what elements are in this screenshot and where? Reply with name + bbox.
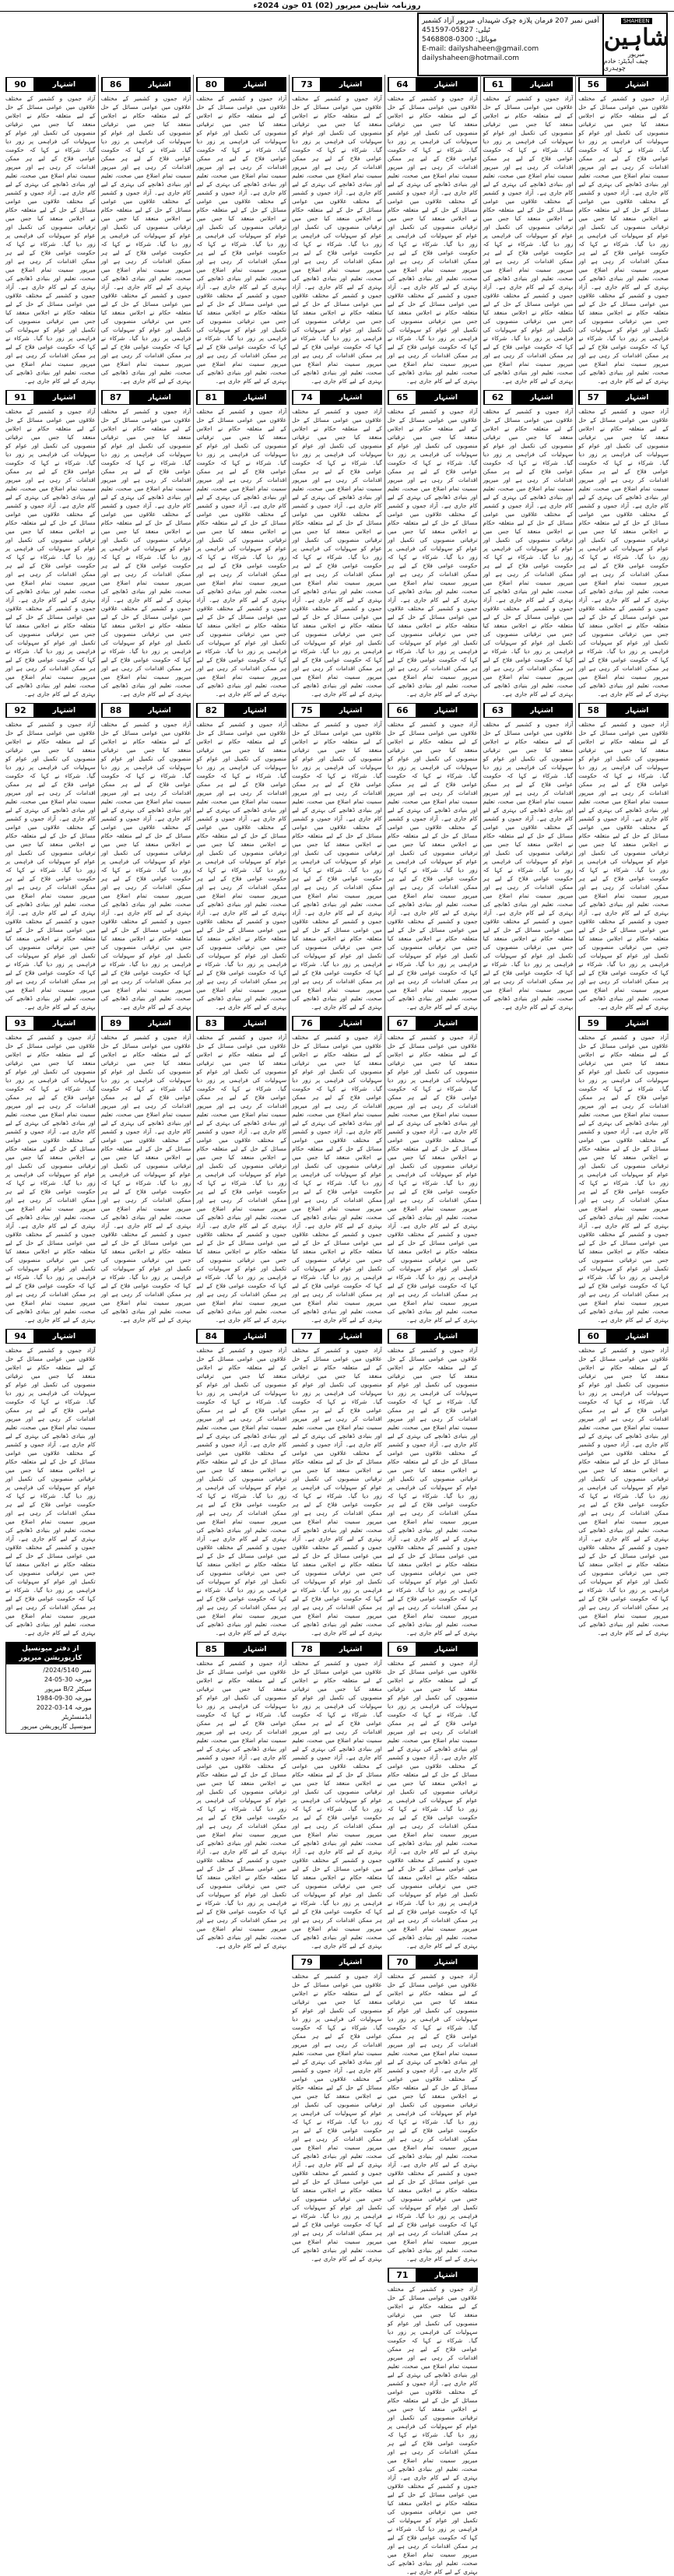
notice-number: 82 [197,704,224,717]
notice-number: 71 [388,2268,416,2282]
notice-item [5,390,96,698]
notice-item [388,1329,478,1637]
columns [3,75,671,2575]
notice-item [101,1016,191,1324]
notice-number: 67 [388,1017,416,1030]
notice-number-box [578,77,669,92]
notice-item [578,703,669,1011]
notice-item [292,77,382,385]
notice-number: 58 [579,704,606,717]
notice-number: 69 [388,1643,416,1656]
column-2 [480,75,576,1204]
notice-item [578,1329,669,1637]
notice-text: آزاد جموں و کشمیر کے مختلف علاقوں میں عوامی مسائل کے حل کے لیے متعلقہ حکام نے اجلاس منعقد کیا جس میں ترقیاتی منصوبوں کی تکمیل اور عوام کو سہولیات کی فراہمی پر زور دیا گیا۔ شرکاء نے کہا کہ حکومت عوامی فلاح کے لیے ہر ممکن اقدامات کر رہی ہے اور میرپور سمیت تمام اضلاع میں صحت، تعلیم اور بنیادی ڈھانچے کی بہتری کے لیے کام جاری ہے۔ آزاد جموں و کشمیر کے مختلف علاقوں میں عوامی مسائل کے حل کے لیے متعلقہ حکام نے اجلاس منعقد کیا جس میں ترقیاتی منصوبوں کی تکمیل اور عوام کو سہولیات کی فراہمی پر زور دیا گیا۔ شرکاء نے کہا کہ حکومت عوامی فلاح کے لیے ہر ممکن اقدامات کر رہی ہے اور میرپور سمیت تمام اضلاع میں صحت، تعلیم اور بنیادی ڈھانچے کی بہتری کے لیے کام جاری ہے۔ آزاد جموں و کشمیر کے مختلف علاقوں میں عوامی مسائل کے حل کے لیے متعلقہ حکام نے اجلاس منعقد کیا جس میں ترقیاتی منصوبوں کی تکمیل اور عوام کو سہولیات کی فراہمی پر زور دیا گیا۔ شرکاء نے کہا کہ حکومت عوامی فلاح کے لیے ہر ممکن اقدامات کر رہی ہے اور میرپور سمیت تمام اضلاع میں صحت، تعلیم اور بنیادی ڈھانچے کی بہتری کے لیے کام جاری ہے۔ [5,95,96,385]
notice-number-box [196,703,286,718]
notice-number-box [101,77,191,92]
notice-number: 87 [102,391,129,404]
notice-text: آزاد جموں و کشمیر کے مختلف علاقوں میں عوامی مسائل کے حل کے لیے متعلقہ حکام نے اجلاس منعقد کیا جس میں ترقیاتی منصوبوں کی تکمیل اور عوام کو سہولیات کی فراہمی پر زور دیا گیا۔ شرکاء نے کہا کہ حکومت عوامی فلاح کے لیے ہر ممکن اقدامات کر رہی ہے اور میرپور سمیت تمام اضلاع میں صحت، تعلیم اور بنیادی ڈھانچے کی بہتری کے لیے کام جاری ہے۔ آزاد جموں و کشمیر کے مختلف علاقوں میں عوامی مسائل کے حل کے لیے متعلقہ حکام نے اجلاس منعقد کیا جس میں ترقیاتی منصوبوں کی تکمیل اور عوام کو سہولیات کی فراہمی پر زور دیا گیا۔ شرکاء نے کہا کہ حکومت عوامی فلاح کے لیے ہر ممکن اقدامات کر رہی ہے اور میرپور سمیت تمام اضلاع میں صحت، تعلیم اور بنیادی ڈھانچے کی بہتری کے لیے کام جاری ہے۔ آزاد جموں و کشمیر کے مختلف علاقوں میں عوامی مسائل کے حل کے لیے متعلقہ حکام نے اجلاس منعقد کیا جس میں ترقیاتی منصوبوں کی تکمیل اور عوام کو سہولیات کی فراہمی پر زور دیا گیا۔ شرکاء نے کہا کہ حکومت عوامی فلاح کے لیے ہر ممکن اقدامات کر رہی ہے اور میرپور سمیت تمام اضلاع میں صحت، تعلیم اور بنیادی ڈھانچے کی بہتری کے لیے کام جاری ہے۔ [387,95,478,385]
notice-text: آزاد جموں و کشمیر کے مختلف علاقوں میں عوامی مسائل کے حل کے لیے متعلقہ حکام نے اجلاس منعقد کیا جس میں ترقیاتی منصوبوں کی تکمیل اور عوام کو سہولیات کی فراہمی پر زور دیا گیا۔ شرکاء نے کہا کہ حکومت عوامی فلاح کے لیے ہر ممکن اقدامات کر رہی ہے اور میرپور سمیت تمام اضلاع میں صحت، تعلیم اور بنیادی ڈھانچے کی بہتری کے لیے کام جاری ہے۔ آزاد جموں و کشمیر کے مختلف علاقوں میں عوامی مسائل کے حل کے لیے متعلقہ حکام نے اجلاس منعقد کیا جس میں ترقیاتی منصوبوں کی تکمیل اور عوام کو سہولیات کی فراہمی پر زور دیا گیا۔ شرکاء نے کہا کہ حکومت عوامی فلاح کے لیے ہر ممکن اقدامات کر رہی ہے اور میرپور سمیت تمام اضلاع میں صحت، تعلیم اور بنیادی ڈھانچے کی بہتری کے لیے کام جاری ہے۔ آزاد جموں و کشمیر کے مختلف علاقوں میں عوامی مسائل کے حل کے لیے متعلقہ حکام نے اجلاس منعقد کیا جس میں ترقیاتی منصوبوں کی تکمیل اور عوام کو سہولیات کی فراہمی پر زور دیا گیا۔ شرکاء نے کہا کہ حکومت عوامی فلاح کے لیے ہر ممکن اقدامات کر رہی ہے اور میرپور سمیت تمام اضلاع میں صحت، تعلیم اور بنیادی ڈھانچے کی بہتری کے لیے کام جاری ہے۔ [292,408,382,698]
notice-number: 75 [293,704,320,717]
notice-tag: اشتہار [606,78,668,91]
notice-tag: اشتہار [416,391,477,404]
column-6 [98,75,194,1323]
newspaper-logo [603,14,669,75]
notice-number: 94 [6,1330,33,1343]
notice-number-box [196,390,286,405]
notice-number: 83 [197,1017,224,1030]
notice-text: آزاد جموں و کشمیر کے مختلف علاقوں میں عوامی مسائل کے حل کے لیے متعلقہ حکام نے اجلاس منعقد کیا جس میں ترقیاتی منصوبوں کی تکمیل اور عوام کو سہولیات کی فراہمی پر زور دیا گیا۔ شرکاء نے کہا کہ حکومت عوامی فلاح کے لیے ہر ممکن اقدامات کر رہی ہے اور میرپور سمیت تمام اضلاع میں صحت، تعلیم اور بنیادی ڈھانچے کی بہتری کے لیے کام جاری ہے۔ آزاد جموں و کشمیر کے مختلف علاقوں میں عوامی مسائل کے حل کے لیے متعلقہ حکام نے اجلاس منعقد کیا جس میں ترقیاتی منصوبوں کی تکمیل اور عوام کو سہولیات کی فراہمی پر زور دیا گیا۔ شرکاء نے کہا کہ حکومت عوامی فلاح کے لیے ہر ممکن اقدامات کر رہی ہے اور میرپور سمیت تمام اضلاع میں صحت، تعلیم اور بنیادی ڈھانچے کی بہتری کے لیے کام جاری ہے۔ آزاد جموں و کشمیر کے مختلف علاقوں میں عوامی مسائل کے حل کے لیے متعلقہ حکام نے اجلاس منعقد کیا جس میں ترقیاتی منصوبوں کی تکمیل اور عوام کو سہولیات کی فراہمی پر زور دیا گیا۔ شرکاء نے کہا کہ حکومت عوامی فلاح کے لیے ہر ممکن اقدامات کر رہی ہے اور میرپور سمیت تمام اضلاع میں صحت، تعلیم اور بنیادی ڈھانچے کی بہتری کے لیے کام جاری ہے۔ [196,95,287,385]
notice-text: آزاد جموں و کشمیر کے مختلف علاقوں میں عوامی مسائل کے حل کے لیے متعلقہ حکام نے اجلاس منعقد کیا جس میں ترقیاتی منصوبوں کی تکمیل اور عوام کو سہولیات کی فراہمی پر زور دیا گیا۔ شرکاء نے کہا کہ حکومت عوامی فلاح کے لیے ہر ممکن اقدامات کر رہی ہے اور میرپور سمیت تمام اضلاع میں صحت، تعلیم اور بنیادی ڈھانچے کی بہتری کے لیے کام جاری ہے۔ آزاد جموں و کشمیر کے مختلف علاقوں میں عوامی مسائل کے حل کے لیے متعلقہ حکام نے اجلاس منعقد کیا جس میں ترقیاتی منصوبوں کی تکمیل اور عوام کو سہولیات کی فراہمی پر زور دیا گیا۔ شرکاء نے کہا کہ حکومت عوامی فلاح کے لیے ہر ممکن اقدامات کر رہی ہے اور میرپور سمیت تمام اضلاع میں صحت، تعلیم اور بنیادی ڈھانچے کی بہتری کے لیے کام جاری ہے۔ آزاد جموں و کشمیر کے مختلف علاقوں میں عوامی مسائل کے حل کے لیے متعلقہ حکام نے اجلاس منعقد کیا جس میں ترقیاتی منصوبوں کی تکمیل اور عوام کو سہولیات کی فراہمی پر زور دیا گیا۔ شرکاء نے کہا کہ حکومت عوامی فلاح کے لیے ہر ممکن اقدامات کر رہی ہے اور میرپور سمیت تمام اضلاع میں صحت، تعلیم اور بنیادی ڈھانچے کی بہتری کے لیے کام جاری ہے۔ [5,408,96,698]
notice-text: آزاد جموں و کشمیر کے مختلف علاقوں میں عوامی مسائل کے حل کے لیے متعلقہ حکام نے اجلاس منعقد کیا جس میں ترقیاتی منصوبوں کی تکمیل اور عوام کو سہولیات کی فراہمی پر زور دیا گیا۔ شرکاء نے کہا کہ حکومت عوامی فلاح کے لیے ہر ممکن اقدامات کر رہی ہے اور میرپور سمیت تمام اضلاع میں صحت، تعلیم اور بنیادی ڈھانچے کی بہتری کے لیے کام جاری ہے۔ آزاد جموں و کشمیر کے مختلف علاقوں میں عوامی مسائل کے حل کے لیے متعلقہ حکام نے اجلاس منعقد کیا جس میں ترقیاتی منصوبوں کی تکمیل اور عوام کو سہولیات کی فراہمی پر زور دیا گیا۔ شرکاء نے کہا کہ حکومت عوامی فلاح کے لیے ہر ممکن اقدامات کر رہی ہے اور میرپور سمیت تمام اضلاع میں صحت، تعلیم اور بنیادی ڈھانچے کی بہتری کے لیے کام جاری ہے۔ آزاد جموں و کشمیر کے مختلف علاقوں میں عوامی مسائل کے حل کے لیے متعلقہ حکام نے اجلاس منعقد کیا جس میں ترقیاتی منصوبوں کی تکمیل اور عوام کو سہولیات کی فراہمی پر زور دیا گیا۔ شرکاء نے کہا کہ حکومت عوامی فلاح کے لیے ہر ممکن اقدامات کر رہی ہے اور میرپور سمیت تمام اضلاع میں صحت، تعلیم اور بنیادی ڈھانچے کی بہتری کے لیے کام جاری ہے۔ [578,1347,669,1636]
notice-item [388,703,478,1011]
notice-tag: اشتہار [129,704,191,717]
logo-title: شاہین [603,23,669,51]
notice-item [483,703,574,1011]
notice-number-box [388,1016,478,1031]
notice-tag: اشتہار [33,78,95,91]
notice-tag: اشتہار [224,1643,286,1656]
notice-text: آزاد جموں و کشمیر کے مختلف علاقوں میں عوامی مسائل کے حل کے لیے متعلقہ حکام نے اجلاس منعقد کیا جس میں ترقیاتی منصوبوں کی تکمیل اور عوام کو سہولیات کی فراہمی پر زور دیا گیا۔ شرکاء نے کہا کہ حکومت عوامی فلاح کے لیے ہر ممکن اقدامات کر رہی ہے اور میرپور سمیت تمام اضلاع میں صحت، تعلیم اور بنیادی ڈھانچے کی بہتری کے لیے کام جاری ہے۔ آزاد جموں و کشمیر کے مختلف علاقوں میں عوامی مسائل کے حل کے لیے متعلقہ حکام نے اجلاس منعقد کیا جس میں ترقیاتی منصوبوں کی تکمیل اور عوام کو سہولیات کی فراہمی پر زور دیا گیا۔ شرکاء نے کہا کہ حکومت عوامی فلاح کے لیے ہر ممکن اقدامات کر رہی ہے اور میرپور سمیت تمام اضلاع میں صحت، تعلیم اور بنیادی ڈھانچے کی بہتری کے لیے کام جاری ہے۔ آزاد جموں و کشمیر کے مختلف علاقوں میں عوامی مسائل کے حل کے لیے متعلقہ حکام نے اجلاس منعقد کیا جس میں ترقیاتی منصوبوں کی تکمیل اور عوام کو سہولیات کی فراہمی پر زور دیا گیا۔ شرکاء نے کہا کہ حکومت عوامی فلاح کے لیے ہر ممکن اقدامات کر رہی ہے اور میرپور سمیت تمام اضلاع میں صحت، تعلیم اور بنیادی ڈھانچے کی بہتری کے لیے کام جاری ہے۔ [196,721,287,1010]
notice-number-box [388,2268,478,2283]
notice-text: آزاد جموں و کشمیر کے مختلف علاقوں میں عوامی مسائل کے حل کے لیے متعلقہ حکام نے اجلاس منعقد کیا جس میں ترقیاتی منصوبوں کی تکمیل اور عوام کو سہولیات کی فراہمی پر زور دیا گیا۔ شرکاء نے کہا کہ حکومت عوامی فلاح کے لیے ہر ممکن اقدامات کر رہی ہے اور میرپور سمیت تمام اضلاع میں صحت، تعلیم اور بنیادی ڈھانچے کی بہتری کے لیے کام جاری ہے۔ آزاد جموں و کشمیر کے مختلف علاقوں میں عوامی مسائل کے حل کے لیے متعلقہ حکام نے اجلاس منعقد کیا جس میں ترقیاتی منصوبوں کی تکمیل اور عوام کو سہولیات کی فراہمی پر زور دیا گیا۔ شرکاء نے کہا کہ حکومت عوامی فلاح کے لیے ہر ممکن اقدامات کر رہی ہے اور میرپور سمیت تمام اضلاع میں صحت، تعلیم اور بنیادی ڈھانچے کی بہتری کے لیے کام جاری ہے۔ آزاد جموں و کشمیر کے مختلف علاقوں میں عوامی مسائل کے حل کے لیے متعلقہ حکام نے اجلاس منعقد کیا جس میں ترقیاتی منصوبوں کی تکمیل اور عوام کو سہولیات کی فراہمی پر زور دیا گیا۔ شرکاء نے کہا کہ حکومت عوامی فلاح کے لیے ہر ممکن اقدامات کر رہی ہے اور میرپور سمیت تمام اضلاع میں صحت، تعلیم اور بنیادی ڈھانچے کی بہتری کے لیے کام جاری ہے۔ [100,721,191,1010]
notice-number: 85 [197,1643,224,1656]
notice-tag: اشتہار [320,1330,381,1343]
notice-text: آزاد جموں و کشمیر کے مختلف علاقوں میں عوامی مسائل کے حل کے لیے متعلقہ حکام نے اجلاس منعقد کیا جس میں ترقیاتی منصوبوں کی تکمیل اور عوام کو سہولیات کی فراہمی پر زور دیا گیا۔ شرکاء نے کہا کہ حکومت عوامی فلاح کے لیے ہر ممکن اقدامات کر رہی ہے اور میرپور سمیت تمام اضلاع میں صحت، تعلیم اور بنیادی ڈھانچے کی بہتری کے لیے کام جاری ہے۔ آزاد جموں و کشمیر کے مختلف علاقوں میں عوامی مسائل کے حل کے لیے متعلقہ حکام نے اجلاس منعقد کیا جس میں ترقیاتی منصوبوں کی تکمیل اور عوام کو سہولیات کی فراہمی پر زور دیا گیا۔ شرکاء نے کہا کہ حکومت عوامی فلاح کے لیے ہر ممکن اقدامات کر رہی ہے اور میرپور سمیت تمام اضلاع میں صحت، تعلیم اور بنیادی ڈھانچے کی بہتری کے لیے کام جاری ہے۔ آزاد جموں و کشمیر کے مختلف علاقوں میں عوامی مسائل کے حل کے لیے متعلقہ حکام نے اجلاس منعقد کیا جس میں ترقیاتی منصوبوں کی تکمیل اور عوام کو سہولیات کی فراہمی پر زور دیا گیا۔ شرکاء نے کہا کہ حکومت عوامی فلاح کے لیے ہر ممکن اقدامات کر رہی ہے اور میرپور سمیت تمام اضلاع میں صحت، تعلیم اور بنیادی ڈھانچے کی بہتری کے لیے کام جاری ہے۔ [100,1034,191,1323]
mobile-label: موبائل: [476,36,497,44]
notice-tag: اشتہار [511,78,573,91]
notice-tag: اشتہار [320,78,381,91]
notice-number-box [5,390,96,405]
email-secondary: dailyshaheen@hotmail.com [422,54,520,62]
notice-tag: اشتہار [129,391,191,404]
notice-item [292,1329,382,1637]
masthead [417,12,668,76]
notice-tag: اشتہار [606,1017,668,1030]
notice-tag: اشتہار [33,391,95,404]
municipal-notice [5,1642,96,1734]
notice-number: 61 [484,78,511,91]
notice-number-box [388,1642,478,1657]
notice-tag: اشتہار [320,1643,381,1656]
notice-number-box [5,1329,96,1344]
notice-tag: اشتہار [511,704,573,717]
notice-item [483,77,574,385]
notice-item [5,1016,96,1324]
notice-tag: اشتہار [416,2268,477,2282]
notice-tag: اشتہار [320,391,381,404]
phone-number: 05827-451597 [422,26,474,34]
notice-number: 92 [6,704,33,717]
notice-tag: اشتہار [33,1017,95,1030]
notice-text: آزاد جموں و کشمیر کے مختلف علاقوں میں عوامی مسائل کے حل کے لیے متعلقہ حکام نے اجلاس منعقد کیا جس میں ترقیاتی منصوبوں کی تکمیل اور عوام کو سہولیات کی فراہمی پر زور دیا گیا۔ شرکاء نے کہا کہ حکومت عوامی فلاح کے لیے ہر ممکن اقدامات کر رہی ہے اور میرپور سمیت تمام اضلاع میں صحت، تعلیم اور بنیادی ڈھانچے کی بہتری کے لیے کام جاری ہے۔ آزاد جموں و کشمیر کے مختلف علاقوں میں عوامی مسائل کے حل کے لیے متعلقہ حکام نے اجلاس منعقد کیا جس میں ترقیاتی منصوبوں کی تکمیل اور عوام کو سہولیات کی فراہمی پر زور دیا گیا۔ شرکاء نے کہا کہ حکومت عوامی فلاح کے لیے ہر ممکن اقدامات کر رہی ہے اور میرپور سمیت تمام اضلاع میں صحت، تعلیم اور بنیادی ڈھانچے کی بہتری کے لیے کام جاری ہے۔ آزاد جموں و کشمیر کے مختلف علاقوں میں عوامی مسائل کے حل کے لیے متعلقہ حکام نے اجلاس منعقد کیا جس میں ترقیاتی منصوبوں کی تکمیل اور عوام کو سہولیات کی فراہمی پر زور دیا گیا۔ شرکاء نے کہا کہ حکومت عوامی فلاح کے لیے ہر ممکن اقدامات کر رہی ہے اور میرپور سمیت تمام اضلاع میں صحت، تعلیم اور بنیادی ڈھانچے کی بہتری کے لیے کام جاری ہے۔ [100,95,191,385]
notice-tag: اشتہار [224,1017,286,1030]
column-5 [193,75,289,1949]
column-7 [3,75,98,1730]
notice-number: 81 [197,391,224,404]
notice-number-box [196,77,286,92]
notice-number: 74 [293,391,320,404]
notice-number-box [578,1329,669,1344]
notice-tag: اشتہار [320,704,381,717]
notice-tag: اشتہار [606,1330,668,1343]
column-1 [575,75,671,1636]
notice-tag: اشتہار [511,391,573,404]
notice-number: 93 [6,1017,33,1030]
chief-editor: چیف ایڈیٹر: خادم چوہدری [603,57,648,72]
email-primary: dailyshaheen@gmail.com [448,45,539,53]
notice-number-box [5,1016,96,1031]
notice-number: 66 [388,704,416,717]
notice-text: آزاد جموں و کشمیر کے مختلف علاقوں میں عوامی مسائل کے حل کے لیے متعلقہ حکام نے اجلاس منعقد کیا جس میں ترقیاتی منصوبوں کی تکمیل اور عوام کو سہولیات کی فراہمی پر زور دیا گیا۔ شرکاء نے کہا کہ حکومت عوامی فلاح کے لیے ہر ممکن اقدامات کر رہی ہے اور میرپور سمیت تمام اضلاع میں صحت، تعلیم اور بنیادی ڈھانچے کی بہتری کے لیے کام جاری ہے۔ آزاد جموں و کشمیر کے مختلف علاقوں میں عوامی مسائل کے حل کے لیے متعلقہ حکام نے اجلاس منعقد کیا جس میں ترقیاتی منصوبوں کی تکمیل اور عوام کو سہولیات کی فراہمی پر زور دیا گیا۔ شرکاء نے کہا کہ حکومت عوامی فلاح کے لیے ہر ممکن اقدامات کر رہی ہے اور میرپور سمیت تمام اضلاع میں صحت، تعلیم اور بنیادی ڈھانچے کی بہتری کے لیے کام جاری ہے۔ آزاد جموں و کشمیر کے مختلف علاقوں میں عوامی مسائل کے حل کے لیے متعلقہ حکام نے اجلاس منعقد کیا جس میں ترقیاتی منصوبوں کی تکمیل اور عوام کو سہولیات کی فراہمی پر زور دیا گیا۔ شرکاء نے کہا کہ حکومت عوامی فلاح کے لیے ہر ممکن اقدامات کر رہی ہے اور میرپور سمیت تمام اضلاع میں صحت، تعلیم اور بنیادی ڈھانچے کی بہتری کے لیے کام جاری ہے۔ [5,1034,96,1323]
notice-number: 57 [579,391,606,404]
notice-number-box [101,390,191,405]
notice-item [196,77,286,385]
notice-item [578,390,669,698]
notice-text: آزاد جموں و کشمیر کے مختلف علاقوں میں عوامی مسائل کے حل کے لیے متعلقہ حکام نے اجلاس منعقد کیا جس میں ترقیاتی منصوبوں کی تکمیل اور عوام کو سہولیات کی فراہمی پر زور دیا گیا۔ شرکاء نے کہا کہ حکومت عوامی فلاح کے لیے ہر ممکن اقدامات کر رہی ہے اور میرپور سمیت تمام اضلاع میں صحت، تعلیم اور بنیادی ڈھانچے کی بہتری کے لیے کام جاری ہے۔ آزاد جموں و کشمیر کے مختلف علاقوں میں عوامی مسائل کے حل کے لیے متعلقہ حکام نے اجلاس منعقد کیا جس میں ترقیاتی منصوبوں کی تکمیل اور عوام کو سہولیات کی فراہمی پر زور دیا گیا۔ شرکاء نے کہا کہ حکومت عوامی فلاح کے لیے ہر ممکن اقدامات کر رہی ہے اور میرپور سمیت تمام اضلاع میں صحت، تعلیم اور بنیادی ڈھانچے کی بہتری کے لیے کام جاری ہے۔ آزاد جموں و کشمیر کے مختلف علاقوں میں عوامی مسائل کے حل کے لیے متعلقہ حکام نے اجلاس منعقد کیا جس میں ترقیاتی منصوبوں کی تکمیل اور عوام کو سہولیات کی فراہمی پر زور دیا گیا۔ شرکاء نے کہا کہ حکومت عوامی فلاح کے لیے ہر ممکن اقدامات کر رہی ہے اور میرپور سمیت تمام اضلاع میں صحت، تعلیم اور بنیادی ڈھانچے کی بہتری کے لیے کام جاری ہے۔ [578,408,669,698]
notice-number-box [196,1016,286,1031]
notice-text: آزاد جموں و کشمیر کے مختلف علاقوں میں عوامی مسائل کے حل کے لیے متعلقہ حکام نے اجلاس منعقد کیا جس میں ترقیاتی منصوبوں کی تکمیل اور عوام کو سہولیات کی فراہمی پر زور دیا گیا۔ شرکاء نے کہا کہ حکومت عوامی فلاح کے لیے ہر ممکن اقدامات کر رہی ہے اور میرپور سمیت تمام اضلاع میں صحت، تعلیم اور بنیادی ڈھانچے کی بہتری کے لیے کام جاری ہے۔ آزاد جموں و کشمیر کے مختلف علاقوں میں عوامی مسائل کے حل کے لیے متعلقہ حکام نے اجلاس منعقد کیا جس میں ترقیاتی منصوبوں کی تکمیل اور عوام کو سہولیات کی فراہمی پر زور دیا گیا۔ شرکاء نے کہا کہ حکومت عوامی فلاح کے لیے ہر ممکن اقدامات کر رہی ہے اور میرپور سمیت تمام اضلاع میں صحت، تعلیم اور بنیادی ڈھانچے کی بہتری کے لیے کام جاری ہے۔ آزاد جموں و کشمیر کے مختلف علاقوں میں عوامی مسائل کے حل کے لیے متعلقہ حکام نے اجلاس منعقد کیا جس میں ترقیاتی منصوبوں کی تکمیل اور عوام کو سہولیات کی فراہمی پر زور دیا گیا۔ شرکاء نے کہا کہ حکومت عوامی فلاح کے لیے ہر ممکن اقدامات کر رہی ہے اور میرپور سمیت تمام اضلاع میں صحت، تعلیم اور بنیادی ڈھانچے کی بہتری کے لیے کام جاری ہے۔ [483,95,574,385]
notice-number: 90 [6,78,33,91]
notice-tag: اشتہار [606,704,668,717]
notice-number: 78 [293,1643,320,1656]
notice-item [196,390,286,698]
notice-number: 80 [197,78,224,91]
notice-text: آزاد جموں و کشمیر کے مختلف علاقوں میں عوامی مسائل کے حل کے لیے متعلقہ حکام نے اجلاس منعقد کیا جس میں ترقیاتی منصوبوں کی تکمیل اور عوام کو سہولیات کی فراہمی پر زور دیا گیا۔ شرکاء نے کہا کہ حکومت عوامی فلاح کے لیے ہر ممکن اقدامات کر رہی ہے اور میرپور سمیت تمام اضلاع میں صحت، تعلیم اور بنیادی ڈھانچے کی بہتری کے لیے کام جاری ہے۔ آزاد جموں و کشمیر کے مختلف علاقوں میں عوامی مسائل کے حل کے لیے متعلقہ حکام نے اجلاس منعقد کیا جس میں ترقیاتی منصوبوں کی تکمیل اور عوام کو سہولیات کی فراہمی پر زور دیا گیا۔ شرکاء نے کہا کہ حکومت عوامی فلاح کے لیے ہر ممکن اقدامات کر رہی ہے اور میرپور سمیت تمام اضلاع میں صحت، تعلیم اور بنیادی ڈھانچے کی بہتری کے لیے کام جاری ہے۔ آزاد جموں و کشمیر کے مختلف علاقوں میں عوامی مسائل کے حل کے لیے متعلقہ حکام نے اجلاس منعقد کیا جس میں ترقیاتی منصوبوں کی تکمیل اور عوام کو سہولیات کی فراہمی پر زور دیا گیا۔ شرکاء نے کہا کہ حکومت عوامی فلاح کے لیے ہر ممکن اقدامات کر رہی ہے اور میرپور سمیت تمام اضلاع میں صحت، تعلیم اور بنیادی ڈھانچے کی بہتری کے لیے کام جاری ہے۔ [387,1347,478,1636]
notice-number: 65 [388,391,416,404]
notice-text: آزاد جموں و کشمیر کے مختلف علاقوں میں عوامی مسائل کے حل کے لیے متعلقہ حکام نے اجلاس منعقد کیا جس میں ترقیاتی منصوبوں کی تکمیل اور عوام کو سہولیات کی فراہمی پر زور دیا گیا۔ شرکاء نے کہا کہ حکومت عوامی فلاح کے لیے ہر ممکن اقدامات کر رہی ہے اور میرپور سمیت تمام اضلاع میں صحت، تعلیم اور بنیادی ڈھانچے کی بہتری کے لیے کام جاری ہے۔ آزاد جموں و کشمیر کے مختلف علاقوں میں عوامی مسائل کے حل کے لیے متعلقہ حکام نے اجلاس منعقد کیا جس میں ترقیاتی منصوبوں کی تکمیل اور عوام کو سہولیات کی فراہمی پر زور دیا گیا۔ شرکاء نے کہا کہ حکومت عوامی فلاح کے لیے ہر ممکن اقدامات کر رہی ہے اور میرپور سمیت تمام اضلاع میں صحت، تعلیم اور بنیادی ڈھانچے کی بہتری کے لیے کام جاری ہے۔ آزاد جموں و کشمیر کے مختلف علاقوں میں عوامی مسائل کے حل کے لیے متعلقہ حکام نے اجلاس منعقد کیا جس میں ترقیاتی منصوبوں کی تکمیل اور عوام کو سہولیات کی فراہمی پر زور دیا گیا۔ شرکاء نے کہا کہ حکومت عوامی فلاح کے لیے ہر ممکن اقدامات کر رہی ہے اور میرپور سمیت تمام اضلاع میں صحت، تعلیم اور بنیادی ڈھانچے کی بہتری کے لیے کام جاری ہے۔ [292,1660,382,1949]
municipal-notice-line: مورخہ 14-03-2022 [36,1704,92,1711]
notice-item [388,2268,478,2576]
notice-item [292,1955,382,2263]
notice-number-box [483,390,574,405]
mobile-number: 0300-5468808 [422,36,474,44]
notice-item [101,703,191,1011]
office-address: آفس نمبر 207 فرمان پلازہ چوک شہیداں میرپور آزاد کشمیر [422,17,599,25]
notice-text: آزاد جموں و کشمیر کے مختلف علاقوں میں عوامی مسائل کے حل کے لیے متعلقہ حکام نے اجلاس منعقد کیا جس میں ترقیاتی منصوبوں کی تکمیل اور عوام کو سہولیات کی فراہمی پر زور دیا گیا۔ شرکاء نے کہا کہ حکومت عوامی فلاح کے لیے ہر ممکن اقدامات کر رہی ہے اور میرپور سمیت تمام اضلاع میں صحت، تعلیم اور بنیادی ڈھانچے کی بہتری کے لیے کام جاری ہے۔ آزاد جموں و کشمیر کے مختلف علاقوں میں عوامی مسائل کے حل کے لیے متعلقہ حکام نے اجلاس منعقد کیا جس میں ترقیاتی منصوبوں کی تکمیل اور عوام کو سہولیات کی فراہمی پر زور دیا گیا۔ شرکاء نے کہا کہ حکومت عوامی فلاح کے لیے ہر ممکن اقدامات کر رہی ہے اور میرپور سمیت تمام اضلاع میں صحت، تعلیم اور بنیادی ڈھانچے کی بہتری کے لیے کام جاری ہے۔ آزاد جموں و کشمیر کے مختلف علاقوں میں عوامی مسائل کے حل کے لیے متعلقہ حکام نے اجلاس منعقد کیا جس میں ترقیاتی منصوبوں کی تکمیل اور عوام کو سہولیات کی فراہمی پر زور دیا گیا۔ شرکاء نے کہا کہ حکومت عوامی فلاح کے لیے ہر ممکن اقدامات کر رہی ہے اور میرپور سمیت تمام اضلاع میں صحت، تعلیم اور بنیادی ڈھانچے کی بہتری کے لیے کام جاری ہے۔ [5,1347,96,1636]
notice-item [483,390,574,698]
notice-text: آزاد جموں و کشمیر کے مختلف علاقوں میں عوامی مسائل کے حل کے لیے متعلقہ حکام نے اجلاس منعقد کیا جس میں ترقیاتی منصوبوں کی تکمیل اور عوام کو سہولیات کی فراہمی پر زور دیا گیا۔ شرکاء نے کہا کہ حکومت عوامی فلاح کے لیے ہر ممکن اقدامات کر رہی ہے اور میرپور سمیت تمام اضلاع میں صحت، تعلیم اور بنیادی ڈھانچے کی بہتری کے لیے کام جاری ہے۔ آزاد جموں و کشمیر کے مختلف علاقوں میں عوامی مسائل کے حل کے لیے متعلقہ حکام نے اجلاس منعقد کیا جس میں ترقیاتی منصوبوں کی تکمیل اور عوام کو سہولیات کی فراہمی پر زور دیا گیا۔ شرکاء نے کہا کہ حکومت عوامی فلاح کے لیے ہر ممکن اقدامات کر رہی ہے اور میرپور سمیت تمام اضلاع میں صحت، تعلیم اور بنیادی ڈھانچے کی بہتری کے لیے کام جاری ہے۔ آزاد جموں و کشمیر کے مختلف علاقوں میں عوامی مسائل کے حل کے لیے متعلقہ حکام نے اجلاس منعقد کیا جس میں ترقیاتی منصوبوں کی تکمیل اور عوام کو سہولیات کی فراہمی پر زور دیا گیا۔ شرکاء نے کہا کہ حکومت عوامی فلاح کے لیے ہر ممکن اقدامات کر رہی ہے اور میرپور سمیت تمام اضلاع میں صحت، تعلیم اور بنیادی ڈھانچے کی بہتری کے لیے کام جاری ہے۔ [483,721,574,1010]
notice-item [388,1016,478,1324]
notice-number: 88 [102,704,129,717]
notice-number: 91 [6,391,33,404]
notice-text: آزاد جموں و کشمیر کے مختلف علاقوں میں عوامی مسائل کے حل کے لیے متعلقہ حکام نے اجلاس منعقد کیا جس میں ترقیاتی منصوبوں کی تکمیل اور عوام کو سہولیات کی فراہمی پر زور دیا گیا۔ شرکاء نے کہا کہ حکومت عوامی فلاح کے لیے ہر ممکن اقدامات کر رہی ہے اور میرپور سمیت تمام اضلاع میں صحت، تعلیم اور بنیادی ڈھانچے کی بہتری کے لیے کام جاری ہے۔ آزاد جموں و کشمیر کے مختلف علاقوں میں عوامی مسائل کے حل کے لیے متعلقہ حکام نے اجلاس منعقد کیا جس میں ترقیاتی منصوبوں کی تکمیل اور عوام کو سہولیات کی فراہمی پر زور دیا گیا۔ شرکاء نے کہا کہ حکومت عوامی فلاح کے لیے ہر ممکن اقدامات کر رہی ہے اور میرپور سمیت تمام اضلاع میں صحت، تعلیم اور بنیادی ڈھانچے کی بہتری کے لیے کام جاری ہے۔ آزاد جموں و کشمیر کے مختلف علاقوں میں عوامی مسائل کے حل کے لیے متعلقہ حکام نے اجلاس منعقد کیا جس میں ترقیاتی منصوبوں کی تکمیل اور عوام کو سہولیات کی فراہمی پر زور دیا گیا۔ شرکاء نے کہا کہ حکومت عوامی فلاح کے لیے ہر ممکن اقدامات کر رہی ہے اور میرپور سمیت تمام اضلاع میں صحت، تعلیم اور بنیادی ڈھانچے کی بہتری کے لیے کام جاری ہے۔ [292,1973,382,2262]
notice-number: 59 [579,1017,606,1030]
notice-number-box [5,703,96,718]
notice-tag: اشتہار [416,78,477,91]
notice-item [292,1016,382,1324]
notice-number: 89 [102,1017,129,1030]
notice-number-box [578,1016,669,1031]
notice-tag: اشتہار [416,1643,477,1656]
notice-tag: اشتہار [606,391,668,404]
notice-text: آزاد جموں و کشمیر کے مختلف علاقوں میں عوامی مسائل کے حل کے لیے متعلقہ حکام نے اجلاس منعقد کیا جس میں ترقیاتی منصوبوں کی تکمیل اور عوام کو سہولیات کی فراہمی پر زور دیا گیا۔ شرکاء نے کہا کہ حکومت عوامی فلاح کے لیے ہر ممکن اقدامات کر رہی ہے اور میرپور سمیت تمام اضلاع میں صحت، تعلیم اور بنیادی ڈھانچے کی بہتری کے لیے کام جاری ہے۔ آزاد جموں و کشمیر کے مختلف علاقوں میں عوامی مسائل کے حل کے لیے متعلقہ حکام نے اجلاس منعقد کیا جس میں ترقیاتی منصوبوں کی تکمیل اور عوام کو سہولیات کی فراہمی پر زور دیا گیا۔ شرکاء نے کہا کہ حکومت عوامی فلاح کے لیے ہر ممکن اقدامات کر رہی ہے اور میرپور سمیت تمام اضلاع میں صحت، تعلیم اور بنیادی ڈھانچے کی بہتری کے لیے کام جاری ہے۔ آزاد جموں و کشمیر کے مختلف علاقوں میں عوامی مسائل کے حل کے لیے متعلقہ حکام نے اجلاس منعقد کیا جس میں ترقیاتی منصوبوں کی تکمیل اور عوام کو سہولیات کی فراہمی پر زور دیا گیا۔ شرکاء نے کہا کہ حکومت عوامی فلاح کے لیے ہر ممکن اقدامات کر رہی ہے اور میرپور سمیت تمام اضلاع میں صحت، تعلیم اور بنیادی ڈھانچے کی بہتری کے لیے کام جاری ہے۔ [196,1347,287,1636]
notice-tag: اشتہار [33,1330,95,1343]
notice-number-box [292,703,382,718]
notice-tag: اشتہار [129,78,191,91]
notice-item [196,1329,286,1637]
notice-number-box [292,1642,382,1657]
notice-text: آزاد جموں و کشمیر کے مختلف علاقوں میں عوامی مسائل کے حل کے لیے متعلقہ حکام نے اجلاس منعقد کیا جس میں ترقیاتی منصوبوں کی تکمیل اور عوام کو سہولیات کی فراہمی پر زور دیا گیا۔ شرکاء نے کہا کہ حکومت عوامی فلاح کے لیے ہر ممکن اقدامات کر رہی ہے اور میرپور سمیت تمام اضلاع میں صحت، تعلیم اور بنیادی ڈھانچے کی بہتری کے لیے کام جاری ہے۔ آزاد جموں و کشمیر کے مختلف علاقوں میں عوامی مسائل کے حل کے لیے متعلقہ حکام نے اجلاس منعقد کیا جس میں ترقیاتی منصوبوں کی تکمیل اور عوام کو سہولیات کی فراہمی پر زور دیا گیا۔ شرکاء نے کہا کہ حکومت عوامی فلاح کے لیے ہر ممکن اقدامات کر رہی ہے اور میرپور سمیت تمام اضلاع میں صحت، تعلیم اور بنیادی ڈھانچے کی بہتری کے لیے کام جاری ہے۔ آزاد جموں و کشمیر کے مختلف علاقوں میں عوامی مسائل کے حل کے لیے متعلقہ حکام نے اجلاس منعقد کیا جس میں ترقیاتی منصوبوں کی تکمیل اور عوام کو سہولیات کی فراہمی پر زور دیا گیا۔ شرکاء نے کہا کہ حکومت عوامی فلاح کے لیے ہر ممکن اقدامات کر رہی ہے اور میرپور سمیت تمام اضلاع میں صحت، تعلیم اور بنیادی ڈھانچے کی بہتری کے لیے کام جاری ہے۔ [578,721,669,1010]
notice-number: 73 [293,78,320,91]
notice-text: آزاد جموں و کشمیر کے مختلف علاقوں میں عوامی مسائل کے حل کے لیے متعلقہ حکام نے اجلاس منعقد کیا جس میں ترقیاتی منصوبوں کی تکمیل اور عوام کو سہولیات کی فراہمی پر زور دیا گیا۔ شرکاء نے کہا کہ حکومت عوامی فلاح کے لیے ہر ممکن اقدامات کر رہی ہے اور میرپور سمیت تمام اضلاع میں صحت، تعلیم اور بنیادی ڈھانچے کی بہتری کے لیے کام جاری ہے۔ آزاد جموں و کشمیر کے مختلف علاقوں میں عوامی مسائل کے حل کے لیے متعلقہ حکام نے اجلاس منعقد کیا جس میں ترقیاتی منصوبوں کی تکمیل اور عوام کو سہولیات کی فراہمی پر زور دیا گیا۔ شرکاء نے کہا کہ حکومت عوامی فلاح کے لیے ہر ممکن اقدامات کر رہی ہے اور میرپور سمیت تمام اضلاع میں صحت، تعلیم اور بنیادی ڈھانچے کی بہتری کے لیے کام جاری ہے۔ آزاد جموں و کشمیر کے مختلف علاقوں میں عوامی مسائل کے حل کے لیے متعلقہ حکام نے اجلاس منعقد کیا جس میں ترقیاتی منصوبوں کی تکمیل اور عوام کو سہولیات کی فراہمی پر زور دیا گیا۔ شرکاء نے کہا کہ حکومت عوامی فلاح کے لیے ہر ممکن اقدامات کر رہی ہے اور میرپور سمیت تمام اضلاع میں صحت، تعلیم اور بنیادی ڈھانچے کی بہتری کے لیے کام جاری ہے۔ [578,1034,669,1323]
notice-number: 63 [484,704,511,717]
notice-tag: اشتہار [224,78,286,91]
notice-item [388,390,478,698]
notice-tag: اشتہار [129,1017,191,1030]
notice-text: آزاد جموں و کشمیر کے مختلف علاقوں میں عوامی مسائل کے حل کے لیے متعلقہ حکام نے اجلاس منعقد کیا جس میں ترقیاتی منصوبوں کی تکمیل اور عوام کو سہولیات کی فراہمی پر زور دیا گیا۔ شرکاء نے کہا کہ حکومت عوامی فلاح کے لیے ہر ممکن اقدامات کر رہی ہے اور میرپور سمیت تمام اضلاع میں صحت، تعلیم اور بنیادی ڈھانچے کی بہتری کے لیے کام جاری ہے۔ آزاد جموں و کشمیر کے مختلف علاقوں میں عوامی مسائل کے حل کے لیے متعلقہ حکام نے اجلاس منعقد کیا جس میں ترقیاتی منصوبوں کی تکمیل اور عوام کو سہولیات کی فراہمی پر زور دیا گیا۔ شرکاء نے کہا کہ حکومت عوامی فلاح کے لیے ہر ممکن اقدامات کر رہی ہے اور میرپور سمیت تمام اضلاع میں صحت، تعلیم اور بنیادی ڈھانچے کی بہتری کے لیے کام جاری ہے۔ آزاد جموں و کشمیر کے مختلف علاقوں میں عوامی مسائل کے حل کے لیے متعلقہ حکام نے اجلاس منعقد کیا جس میں ترقیاتی منصوبوں کی تکمیل اور عوام کو سہولیات کی فراہمی پر زور دیا گیا۔ شرکاء نے کہا کہ حکومت عوامی فلاح کے لیے ہر ممکن اقدامات کر رہی ہے اور میرپور سمیت تمام اضلاع میں صحت، تعلیم اور بنیادی ڈھانچے کی بہتری کے لیے کام جاری ہے۔ [100,408,191,698]
notice-text: آزاد جموں و کشمیر کے مختلف علاقوں میں عوامی مسائل کے حل کے لیے متعلقہ حکام نے اجلاس منعقد کیا جس میں ترقیاتی منصوبوں کی تکمیل اور عوام کو سہولیات کی فراہمی پر زور دیا گیا۔ شرکاء نے کہا کہ حکومت عوامی فلاح کے لیے ہر ممکن اقدامات کر رہی ہے اور میرپور سمیت تمام اضلاع میں صحت، تعلیم اور بنیادی ڈھانچے کی بہتری کے لیے کام جاری ہے۔ آزاد جموں و کشمیر کے مختلف علاقوں میں عوامی مسائل کے حل کے لیے متعلقہ حکام نے اجلاس منعقد کیا جس میں ترقیاتی منصوبوں کی تکمیل اور عوام کو سہولیات کی فراہمی پر زور دیا گیا۔ شرکاء نے کہا کہ حکومت عوامی فلاح کے لیے ہر ممکن اقدامات کر رہی ہے اور میرپور سمیت تمام اضلاع میں صحت، تعلیم اور بنیادی ڈھانچے کی بہتری کے لیے کام جاری ہے۔ آزاد جموں و کشمیر کے مختلف علاقوں میں عوامی مسائل کے حل کے لیے متعلقہ حکام نے اجلاس منعقد کیا جس میں ترقیاتی منصوبوں کی تکمیل اور عوام کو سہولیات کی فراہمی پر زور دیا گیا۔ شرکاء نے کہا کہ حکومت عوامی فلاح کے لیے ہر ممکن اقدامات کر رہی ہے اور میرپور سمیت تمام اضلاع میں صحت، تعلیم اور بنیادی ڈھانچے کی بہتری کے لیے کام جاری ہے۔ [387,2286,478,2575]
notice-tag: اشتہار [224,704,286,717]
dateline: روزنامہ شاہین میرپور (02) 01 جون 2024ء [0,0,674,12]
notice-tag: اشتہار [416,704,477,717]
notice-number-box [388,390,478,405]
notice-item [388,1642,478,1950]
notice-number-box [483,77,574,92]
notice-tag: اشتہار [416,1017,477,1030]
masthead-contact [419,14,602,75]
notice-item [196,703,286,1011]
notice-number-box [292,390,382,405]
notice-number-box [196,1642,286,1657]
notice-text: آزاد جموں و کشمیر کے مختلف علاقوں میں عوامی مسائل کے حل کے لیے متعلقہ حکام نے اجلاس منعقد کیا جس میں ترقیاتی منصوبوں کی تکمیل اور عوام کو سہولیات کی فراہمی پر زور دیا گیا۔ شرکاء نے کہا کہ حکومت عوامی فلاح کے لیے ہر ممکن اقدامات کر رہی ہے اور میرپور سمیت تمام اضلاع میں صحت، تعلیم اور بنیادی ڈھانچے کی بہتری کے لیے کام جاری ہے۔ آزاد جموں و کشمیر کے مختلف علاقوں میں عوامی مسائل کے حل کے لیے متعلقہ حکام نے اجلاس منعقد کیا جس میں ترقیاتی منصوبوں کی تکمیل اور عوام کو سہولیات کی فراہمی پر زور دیا گیا۔ شرکاء نے کہا کہ حکومت عوامی فلاح کے لیے ہر ممکن اقدامات کر رہی ہے اور میرپور سمیت تمام اضلاع میں صحت، تعلیم اور بنیادی ڈھانچے کی بہتری کے لیے کام جاری ہے۔ آزاد جموں و کشمیر کے مختلف علاقوں میں عوامی مسائل کے حل کے لیے متعلقہ حکام نے اجلاس منعقد کیا جس میں ترقیاتی منصوبوں کی تکمیل اور عوام کو سہولیات کی فراہمی پر زور دیا گیا۔ شرکاء نے کہا کہ حکومت عوامی فلاح کے لیے ہر ممکن اقدامات کر رہی ہے اور میرپور سمیت تمام اضلاع میں صحت، تعلیم اور بنیادی ڈھانچے کی بہتری کے لیے کام جاری ہے۔ [387,408,478,698]
municipal-notice-line: ایڈمنسٹریٹر [61,1713,92,1720]
notice-number: 56 [579,78,606,91]
notice-text: آزاد جموں و کشمیر کے مختلف علاقوں میں عوامی مسائل کے حل کے لیے متعلقہ حکام نے اجلاس منعقد کیا جس میں ترقیاتی منصوبوں کی تکمیل اور عوام کو سہولیات کی فراہمی پر زور دیا گیا۔ شرکاء نے کہا کہ حکومت عوامی فلاح کے لیے ہر ممکن اقدامات کر رہی ہے اور میرپور سمیت تمام اضلاع میں صحت، تعلیم اور بنیادی ڈھانچے کی بہتری کے لیے کام جاری ہے۔ آزاد جموں و کشمیر کے مختلف علاقوں میں عوامی مسائل کے حل کے لیے متعلقہ حکام نے اجلاس منعقد کیا جس میں ترقیاتی منصوبوں کی تکمیل اور عوام کو سہولیات کی فراہمی پر زور دیا گیا۔ شرکاء نے کہا کہ حکومت عوامی فلاح کے لیے ہر ممکن اقدامات کر رہی ہے اور میرپور سمیت تمام اضلاع میں صحت، تعلیم اور بنیادی ڈھانچے کی بہتری کے لیے کام جاری ہے۔ آزاد جموں و کشمیر کے مختلف علاقوں میں عوامی مسائل کے حل کے لیے متعلقہ حکام نے اجلاس منعقد کیا جس میں ترقیاتی منصوبوں کی تکمیل اور عوام کو سہولیات کی فراہمی پر زور دیا گیا۔ شرکاء نے کہا کہ حکومت عوامی فلاح کے لیے ہر ممکن اقدامات کر رہی ہے اور میرپور سمیت تمام اضلاع میں صحت، تعلیم اور بنیادی ڈھانچے کی بہتری کے لیے کام جاری ہے۔ [196,408,287,698]
notice-number-box [292,1016,382,1031]
column-3 [384,75,480,2575]
municipal-notice-line: سیکٹر B/2 میرپور [44,1685,92,1692]
notice-item [196,1642,286,1950]
notice-text: آزاد جموں و کشمیر کے مختلف علاقوں میں عوامی مسائل کے حل کے لیے متعلقہ حکام نے اجلاس منعقد کیا جس میں ترقیاتی منصوبوں کی تکمیل اور عوام کو سہولیات کی فراہمی پر زور دیا گیا۔ شرکاء نے کہا کہ حکومت عوامی فلاح کے لیے ہر ممکن اقدامات کر رہی ہے اور میرپور سمیت تمام اضلاع میں صحت، تعلیم اور بنیادی ڈھانچے کی بہتری کے لیے کام جاری ہے۔ آزاد جموں و کشمیر کے مختلف علاقوں میں عوامی مسائل کے حل کے لیے متعلقہ حکام نے اجلاس منعقد کیا جس میں ترقیاتی منصوبوں کی تکمیل اور عوام کو سہولیات کی فراہمی پر زور دیا گیا۔ شرکاء نے کہا کہ حکومت عوامی فلاح کے لیے ہر ممکن اقدامات کر رہی ہے اور میرپور سمیت تمام اضلاع میں صحت، تعلیم اور بنیادی ڈھانچے کی بہتری کے لیے کام جاری ہے۔ آزاد جموں و کشمیر کے مختلف علاقوں میں عوامی مسائل کے حل کے لیے متعلقہ حکام نے اجلاس منعقد کیا جس میں ترقیاتی منصوبوں کی تکمیل اور عوام کو سہولیات کی فراہمی پر زور دیا گیا۔ شرکاء نے کہا کہ حکومت عوامی فلاح کے لیے ہر ممکن اقدامات کر رہی ہے اور میرپور سمیت تمام اضلاع میں صحت، تعلیم اور بنیادی ڈھانچے کی بہتری کے لیے کام جاری ہے۔ [387,1660,478,1949]
municipal-notice-title: از دفتر میونسپل کارپوریشن میرپور [6,1643,95,1664]
phone-label: ٹیلی: [476,26,490,34]
notice-number: 64 [388,78,416,91]
notice-number: 60 [579,1330,606,1343]
notice-item [292,390,382,698]
notice-item [388,1955,478,2263]
notice-text: آزاد جموں و کشمیر کے مختلف علاقوں میں عوامی مسائل کے حل کے لیے متعلقہ حکام نے اجلاس منعقد کیا جس میں ترقیاتی منصوبوں کی تکمیل اور عوام کو سہولیات کی فراہمی پر زور دیا گیا۔ شرکاء نے کہا کہ حکومت عوامی فلاح کے لیے ہر ممکن اقدامات کر رہی ہے اور میرپور سمیت تمام اضلاع میں صحت، تعلیم اور بنیادی ڈھانچے کی بہتری کے لیے کام جاری ہے۔ آزاد جموں و کشمیر کے مختلف علاقوں میں عوامی مسائل کے حل کے لیے متعلقہ حکام نے اجلاس منعقد کیا جس میں ترقیاتی منصوبوں کی تکمیل اور عوام کو سہولیات کی فراہمی پر زور دیا گیا۔ شرکاء نے کہا کہ حکومت عوامی فلاح کے لیے ہر ممکن اقدامات کر رہی ہے اور میرپور سمیت تمام اضلاع میں صحت، تعلیم اور بنیادی ڈھانچے کی بہتری کے لیے کام جاری ہے۔ آزاد جموں و کشمیر کے مختلف علاقوں میں عوامی مسائل کے حل کے لیے متعلقہ حکام نے اجلاس منعقد کیا جس میں ترقیاتی منصوبوں کی تکمیل اور عوام کو سہولیات کی فراہمی پر زور دیا گیا۔ شرکاء نے کہا کہ حکومت عوامی فلاح کے لیے ہر ممکن اقدامات کر رہی ہے اور میرپور سمیت تمام اضلاع میں صحت، تعلیم اور بنیادی ڈھانچے کی بہتری کے لیے کام جاری ہے۔ [387,1034,478,1323]
notice-text: آزاد جموں و کشمیر کے مختلف علاقوں میں عوامی مسائل کے حل کے لیے متعلقہ حکام نے اجلاس منعقد کیا جس میں ترقیاتی منصوبوں کی تکمیل اور عوام کو سہولیات کی فراہمی پر زور دیا گیا۔ شرکاء نے کہا کہ حکومت عوامی فلاح کے لیے ہر ممکن اقدامات کر رہی ہے اور میرپور سمیت تمام اضلاع میں صحت، تعلیم اور بنیادی ڈھانچے کی بہتری کے لیے کام جاری ہے۔ آزاد جموں و کشمیر کے مختلف علاقوں میں عوامی مسائل کے حل کے لیے متعلقہ حکام نے اجلاس منعقد کیا جس میں ترقیاتی منصوبوں کی تکمیل اور عوام کو سہولیات کی فراہمی پر زور دیا گیا۔ شرکاء نے کہا کہ حکومت عوامی فلاح کے لیے ہر ممکن اقدامات کر رہی ہے اور میرپور سمیت تمام اضلاع میں صحت، تعلیم اور بنیادی ڈھانچے کی بہتری کے لیے کام جاری ہے۔ آزاد جموں و کشمیر کے مختلف علاقوں میں عوامی مسائل کے حل کے لیے متعلقہ حکام نے اجلاس منعقد کیا جس میں ترقیاتی منصوبوں کی تکمیل اور عوام کو سہولیات کی فراہمی پر زور دیا گیا۔ شرکاء نے کہا کہ حکومت عوامی فلاح کے لیے ہر ممکن اقدامات کر رہی ہے اور میرپور سمیت تمام اضلاع میں صحت، تعلیم اور بنیادی ڈھانچے کی بہتری کے لیے کام جاری ہے۔ [292,1347,382,1636]
municipal-notice-line: مورخہ 30-09-1984 [36,1695,92,1702]
notice-item [292,1642,382,1950]
notice-number-box [292,1955,382,1970]
notice-text: آزاد جموں و کشمیر کے مختلف علاقوں میں عوامی مسائل کے حل کے لیے متعلقہ حکام نے اجلاس منعقد کیا جس میں ترقیاتی منصوبوں کی تکمیل اور عوام کو سہولیات کی فراہمی پر زور دیا گیا۔ شرکاء نے کہا کہ حکومت عوامی فلاح کے لیے ہر ممکن اقدامات کر رہی ہے اور میرپور سمیت تمام اضلاع میں صحت، تعلیم اور بنیادی ڈھانچے کی بہتری کے لیے کام جاری ہے۔ آزاد جموں و کشمیر کے مختلف علاقوں میں عوامی مسائل کے حل کے لیے متعلقہ حکام نے اجلاس منعقد کیا جس میں ترقیاتی منصوبوں کی تکمیل اور عوام کو سہولیات کی فراہمی پر زور دیا گیا۔ شرکاء نے کہا کہ حکومت عوامی فلاح کے لیے ہر ممکن اقدامات کر رہی ہے اور میرپور سمیت تمام اضلاع میں صحت، تعلیم اور بنیادی ڈھانچے کی بہتری کے لیے کام جاری ہے۔ آزاد جموں و کشمیر کے مختلف علاقوں میں عوامی مسائل کے حل کے لیے متعلقہ حکام نے اجلاس منعقد کیا جس میں ترقیاتی منصوبوں کی تکمیل اور عوام کو سہولیات کی فراہمی پر زور دیا گیا۔ شرکاء نے کہا کہ حکومت عوامی فلاح کے لیے ہر ممکن اقدامات کر رہی ہے اور میرپور سمیت تمام اضلاع میں صحت، تعلیم اور بنیادی ڈھانچے کی بہتری کے لیے کام جاری ہے۔ [387,1973,478,2262]
notice-number-box [578,390,669,405]
notice-text: آزاد جموں و کشمیر کے مختلف علاقوں میں عوامی مسائل کے حل کے لیے متعلقہ حکام نے اجلاس منعقد کیا جس میں ترقیاتی منصوبوں کی تکمیل اور عوام کو سہولیات کی فراہمی پر زور دیا گیا۔ شرکاء نے کہا کہ حکومت عوامی فلاح کے لیے ہر ممکن اقدامات کر رہی ہے اور میرپور سمیت تمام اضلاع میں صحت، تعلیم اور بنیادی ڈھانچے کی بہتری کے لیے کام جاری ہے۔ آزاد جموں و کشمیر کے مختلف علاقوں میں عوامی مسائل کے حل کے لیے متعلقہ حکام نے اجلاس منعقد کیا جس میں ترقیاتی منصوبوں کی تکمیل اور عوام کو سہولیات کی فراہمی پر زور دیا گیا۔ شرکاء نے کہا کہ حکومت عوامی فلاح کے لیے ہر ممکن اقدامات کر رہی ہے اور میرپور سمیت تمام اضلاع میں صحت، تعلیم اور بنیادی ڈھانچے کی بہتری کے لیے کام جاری ہے۔ آزاد جموں و کشمیر کے مختلف علاقوں میں عوامی مسائل کے حل کے لیے متعلقہ حکام نے اجلاس منعقد کیا جس میں ترقیاتی منصوبوں کی تکمیل اور عوام کو سہولیات کی فراہمی پر زور دیا گیا۔ شرکاء نے کہا کہ حکومت عوامی فلاح کے لیے ہر ممکن اقدامات کر رہی ہے اور میرپور سمیت تمام اضلاع میں صحت، تعلیم اور بنیادی ڈھانچے کی بہتری کے لیے کام جاری ہے۔ [292,1034,382,1323]
notice-number-box [578,703,669,718]
notice-number: 76 [293,1017,320,1030]
notice-number: 84 [197,1330,224,1343]
notice-number: 79 [293,1956,320,1969]
notice-number: 70 [388,1956,416,1969]
notice-number-box [101,1016,191,1031]
notice-text: آزاد جموں و کشمیر کے مختلف علاقوں میں عوامی مسائل کے حل کے لیے متعلقہ حکام نے اجلاس منعقد کیا جس میں ترقیاتی منصوبوں کی تکمیل اور عوام کو سہولیات کی فراہمی پر زور دیا گیا۔ شرکاء نے کہا کہ حکومت عوامی فلاح کے لیے ہر ممکن اقدامات کر رہی ہے اور میرپور سمیت تمام اضلاع میں صحت، تعلیم اور بنیادی ڈھانچے کی بہتری کے لیے کام جاری ہے۔ آزاد جموں و کشمیر کے مختلف علاقوں میں عوامی مسائل کے حل کے لیے متعلقہ حکام نے اجلاس منعقد کیا جس میں ترقیاتی منصوبوں کی تکمیل اور عوام کو سہولیات کی فراہمی پر زور دیا گیا۔ شرکاء نے کہا کہ حکومت عوامی فلاح کے لیے ہر ممکن اقدامات کر رہی ہے اور میرپور سمیت تمام اضلاع میں صحت، تعلیم اور بنیادی ڈھانچے کی بہتری کے لیے کام جاری ہے۔ آزاد جموں و کشمیر کے مختلف علاقوں میں عوامی مسائل کے حل کے لیے متعلقہ حکام نے اجلاس منعقد کیا جس میں ترقیاتی منصوبوں کی تکمیل اور عوام کو سہولیات کی فراہمی پر زور دیا گیا۔ شرکاء نے کہا کہ حکومت عوامی فلاح کے لیے ہر ممکن اقدامات کر رہی ہے اور میرپور سمیت تمام اضلاع میں صحت، تعلیم اور بنیادی ڈھانچے کی بہتری کے لیے کام جاری ہے۔ [292,721,382,1010]
notice-number-box [5,77,96,92]
notice-number: 68 [388,1330,416,1343]
logo-city: میرپور [627,50,645,58]
email-label: E-mail: [422,45,447,53]
notice-tag: اشتہار [416,1956,477,1969]
municipal-notice-line: نمبر 2024/5140/ [43,1667,92,1674]
notice-text: آزاد جموں و کشمیر کے مختلف علاقوں میں عوامی مسائل کے حل کے لیے متعلقہ حکام نے اجلاس منعقد کیا جس میں ترقیاتی منصوبوں کی تکمیل اور عوام کو سہولیات کی فراہمی پر زور دیا گیا۔ شرکاء نے کہا کہ حکومت عوامی فلاح کے لیے ہر ممکن اقدامات کر رہی ہے اور میرپور سمیت تمام اضلاع میں صحت، تعلیم اور بنیادی ڈھانچے کی بہتری کے لیے کام جاری ہے۔ آزاد جموں و کشمیر کے مختلف علاقوں میں عوامی مسائل کے حل کے لیے متعلقہ حکام نے اجلاس منعقد کیا جس میں ترقیاتی منصوبوں کی تکمیل اور عوام کو سہولیات کی فراہمی پر زور دیا گیا۔ شرکاء نے کہا کہ حکومت عوامی فلاح کے لیے ہر ممکن اقدامات کر رہی ہے اور میرپور سمیت تمام اضلاع میں صحت، تعلیم اور بنیادی ڈھانچے کی بہتری کے لیے کام جاری ہے۔ آزاد جموں و کشمیر کے مختلف علاقوں میں عوامی مسائل کے حل کے لیے متعلقہ حکام نے اجلاس منعقد کیا جس میں ترقیاتی منصوبوں کی تکمیل اور عوام کو سہولیات کی فراہمی پر زور دیا گیا۔ شرکاء نے کہا کہ حکومت عوامی فلاح کے لیے ہر ممکن اقدامات کر رہی ہے اور میرپور سمیت تمام اضلاع میں صحت، تعلیم اور بنیادی ڈھانچے کی بہتری کے لیے کام جاری ہے۔ [196,1034,287,1323]
notice-number: 77 [293,1330,320,1343]
notice-number-box [388,77,478,92]
notice-number-box [292,77,382,92]
notice-number-box [388,1955,478,1970]
logo-latin: SHAHEEN [621,18,652,24]
notice-number-box [101,703,191,718]
notice-tag: اشتہار [33,704,95,717]
notice-item [196,1016,286,1324]
notice-tag: اشتہار [224,1330,286,1343]
notice-item [578,77,669,385]
municipal-notice-line: مورخہ 30-05-24 [44,1676,92,1683]
notice-item [101,77,191,385]
notice-number-box [196,1329,286,1344]
notice-tag: اشتہار [224,391,286,404]
notice-text: آزاد جموں و کشمیر کے مختلف علاقوں میں عوامی مسائل کے حل کے لیے متعلقہ حکام نے اجلاس منعقد کیا جس میں ترقیاتی منصوبوں کی تکمیل اور عوام کو سہولیات کی فراہمی پر زور دیا گیا۔ شرکاء نے کہا کہ حکومت عوامی فلاح کے لیے ہر ممکن اقدامات کر رہی ہے اور میرپور سمیت تمام اضلاع میں صحت، تعلیم اور بنیادی ڈھانچے کی بہتری کے لیے کام جاری ہے۔ آزاد جموں و کشمیر کے مختلف علاقوں میں عوامی مسائل کے حل کے لیے متعلقہ حکام نے اجلاس منعقد کیا جس میں ترقیاتی منصوبوں کی تکمیل اور عوام کو سہولیات کی فراہمی پر زور دیا گیا۔ شرکاء نے کہا کہ حکومت عوامی فلاح کے لیے ہر ممکن اقدامات کر رہی ہے اور میرپور سمیت تمام اضلاع میں صحت، تعلیم اور بنیادی ڈھانچے کی بہتری کے لیے کام جاری ہے۔ آزاد جموں و کشمیر کے مختلف علاقوں میں عوامی مسائل کے حل کے لیے متعلقہ حکام نے اجلاس منعقد کیا جس میں ترقیاتی منصوبوں کی تکمیل اور عوام کو سہولیات کی فراہمی پر زور دیا گیا۔ شرکاء نے کہا کہ حکومت عوامی فلاح کے لیے ہر ممکن اقدامات کر رہی ہے اور میرپور سمیت تمام اضلاع میں صحت، تعلیم اور بنیادی ڈھانچے کی بہتری کے لیے کام جاری ہے۔ [387,721,478,1010]
municipal-notice-line: میونسپل کارپوریشن میرپور [20,1723,92,1730]
column-4 [289,75,384,2262]
notice-number-box [292,1329,382,1344]
notice-tag: اشتہار [320,1956,381,1969]
notice-item [292,703,382,1011]
notice-text: آزاد جموں و کشمیر کے مختلف علاقوں میں عوامی مسائل کے حل کے لیے متعلقہ حکام نے اجلاس منعقد کیا جس میں ترقیاتی منصوبوں کی تکمیل اور عوام کو سہولیات کی فراہمی پر زور دیا گیا۔ شرکاء نے کہا کہ حکومت عوامی فلاح کے لیے ہر ممکن اقدامات کر رہی ہے اور میرپور سمیت تمام اضلاع میں صحت، تعلیم اور بنیادی ڈھانچے کی بہتری کے لیے کام جاری ہے۔ آزاد جموں و کشمیر کے مختلف علاقوں میں عوامی مسائل کے حل کے لیے متعلقہ حکام نے اجلاس منعقد کیا جس میں ترقیاتی منصوبوں کی تکمیل اور عوام کو سہولیات کی فراہمی پر زور دیا گیا۔ شرکاء نے کہا کہ حکومت عوامی فلاح کے لیے ہر ممکن اقدامات کر رہی ہے اور میرپور سمیت تمام اضلاع میں صحت، تعلیم اور بنیادی ڈھانچے کی بہتری کے لیے کام جاری ہے۔ آزاد جموں و کشمیر کے مختلف علاقوں میں عوامی مسائل کے حل کے لیے متعلقہ حکام نے اجلاس منعقد کیا جس میں ترقیاتی منصوبوں کی تکمیل اور عوام کو سہولیات کی فراہمی پر زور دیا گیا۔ شرکاء نے کہا کہ حکومت عوامی فلاح کے لیے ہر ممکن اقدامات کر رہی ہے اور میرپور سمیت تمام اضلاع میں صحت، تعلیم اور بنیادی ڈھانچے کی بہتری کے لیے کام جاری ہے۔ [196,1660,287,1949]
notice-text: آزاد جموں و کشمیر کے مختلف علاقوں میں عوامی مسائل کے حل کے لیے متعلقہ حکام نے اجلاس منعقد کیا جس میں ترقیاتی منصوبوں کی تکمیل اور عوام کو سہولیات کی فراہمی پر زور دیا گیا۔ شرکاء نے کہا کہ حکومت عوامی فلاح کے لیے ہر ممکن اقدامات کر رہی ہے اور میرپور سمیت تمام اضلاع میں صحت، تعلیم اور بنیادی ڈھانچے کی بہتری کے لیے کام جاری ہے۔ آزاد جموں و کشمیر کے مختلف علاقوں میں عوامی مسائل کے حل کے لیے متعلقہ حکام نے اجلاس منعقد کیا جس میں ترقیاتی منصوبوں کی تکمیل اور عوام کو سہولیات کی فراہمی پر زور دیا گیا۔ شرکاء نے کہا کہ حکومت عوامی فلاح کے لیے ہر ممکن اقدامات کر رہی ہے اور میرپور سمیت تمام اضلاع میں صحت، تعلیم اور بنیادی ڈھانچے کی بہتری کے لیے کام جاری ہے۔ آزاد جموں و کشمیر کے مختلف علاقوں میں عوامی مسائل کے حل کے لیے متعلقہ حکام نے اجلاس منعقد کیا جس میں ترقیاتی منصوبوں کی تکمیل اور عوام کو سہولیات کی فراہمی پر زور دیا گیا۔ شرکاء نے کہا کہ حکومت عوامی فلاح کے لیے ہر ممکن اقدامات کر رہی ہے اور میرپور سمیت تمام اضلاع میں صحت، تعلیم اور بنیادی ڈھانچے کی بہتری کے لیے کام جاری ہے۔ [483,408,574,698]
notice-item [101,390,191,698]
notice-item [5,703,96,1011]
notice-number-box [388,1329,478,1344]
notice-tag: اشتہار [320,1017,381,1030]
notice-text: آزاد جموں و کشمیر کے مختلف علاقوں میں عوامی مسائل کے حل کے لیے متعلقہ حکام نے اجلاس منعقد کیا جس میں ترقیاتی منصوبوں کی تکمیل اور عوام کو سہولیات کی فراہمی پر زور دیا گیا۔ شرکاء نے کہا کہ حکومت عوامی فلاح کے لیے ہر ممکن اقدامات کر رہی ہے اور میرپور سمیت تمام اضلاع میں صحت، تعلیم اور بنیادی ڈھانچے کی بہتری کے لیے کام جاری ہے۔ آزاد جموں و کشمیر کے مختلف علاقوں میں عوامی مسائل کے حل کے لیے متعلقہ حکام نے اجلاس منعقد کیا جس میں ترقیاتی منصوبوں کی تکمیل اور عوام کو سہولیات کی فراہمی پر زور دیا گیا۔ شرکاء نے کہا کہ حکومت عوامی فلاح کے لیے ہر ممکن اقدامات کر رہی ہے اور میرپور سمیت تمام اضلاع میں صحت، تعلیم اور بنیادی ڈھانچے کی بہتری کے لیے کام جاری ہے۔ آزاد جموں و کشمیر کے مختلف علاقوں میں عوامی مسائل کے حل کے لیے متعلقہ حکام نے اجلاس منعقد کیا جس میں ترقیاتی منصوبوں کی تکمیل اور عوام کو سہولیات کی فراہمی پر زور دیا گیا۔ شرکاء نے کہا کہ حکومت عوامی فلاح کے لیے ہر ممکن اقدامات کر رہی ہے اور میرپور سمیت تمام اضلاع میں صحت، تعلیم اور بنیادی ڈھانچے کی بہتری کے لیے کام جاری ہے۔ [5,721,96,1010]
notice-text: آزاد جموں و کشمیر کے مختلف علاقوں میں عوامی مسائل کے حل کے لیے متعلقہ حکام نے اجلاس منعقد کیا جس میں ترقیاتی منصوبوں کی تکمیل اور عوام کو سہولیات کی فراہمی پر زور دیا گیا۔ شرکاء نے کہا کہ حکومت عوامی فلاح کے لیے ہر ممکن اقدامات کر رہی ہے اور میرپور سمیت تمام اضلاع میں صحت، تعلیم اور بنیادی ڈھانچے کی بہتری کے لیے کام جاری ہے۔ آزاد جموں و کشمیر کے مختلف علاقوں میں عوامی مسائل کے حل کے لیے متعلقہ حکام نے اجلاس منعقد کیا جس میں ترقیاتی منصوبوں کی تکمیل اور عوام کو سہولیات کی فراہمی پر زور دیا گیا۔ شرکاء نے کہا کہ حکومت عوامی فلاح کے لیے ہر ممکن اقدامات کر رہی ہے اور میرپور سمیت تمام اضلاع میں صحت، تعلیم اور بنیادی ڈھانچے کی بہتری کے لیے کام جاری ہے۔ آزاد جموں و کشمیر کے مختلف علاقوں میں عوامی مسائل کے حل کے لیے متعلقہ حکام نے اجلاس منعقد کیا جس میں ترقیاتی منصوبوں کی تکمیل اور عوام کو سہولیات کی فراہمی پر زور دیا گیا۔ شرکاء نے کہا کہ حکومت عوامی فلاح کے لیے ہر ممکن اقدامات کر رہی ہے اور میرپور سمیت تمام اضلاع میں صحت، تعلیم اور بنیادی ڈھانچے کی بہتری کے لیے کام جاری ہے۔ [578,95,669,385]
notice-number: 62 [484,391,511,404]
notice-item [578,1016,669,1324]
notice-item [5,1329,96,1637]
notice-text: آزاد جموں و کشمیر کے مختلف علاقوں میں عوامی مسائل کے حل کے لیے متعلقہ حکام نے اجلاس منعقد کیا جس میں ترقیاتی منصوبوں کی تکمیل اور عوام کو سہولیات کی فراہمی پر زور دیا گیا۔ شرکاء نے کہا کہ حکومت عوامی فلاح کے لیے ہر ممکن اقدامات کر رہی ہے اور میرپور سمیت تمام اضلاع میں صحت، تعلیم اور بنیادی ڈھانچے کی بہتری کے لیے کام جاری ہے۔ آزاد جموں و کشمیر کے مختلف علاقوں میں عوامی مسائل کے حل کے لیے متعلقہ حکام نے اجلاس منعقد کیا جس میں ترقیاتی منصوبوں کی تکمیل اور عوام کو سہولیات کی فراہمی پر زور دیا گیا۔ شرکاء نے کہا کہ حکومت عوامی فلاح کے لیے ہر ممکن اقدامات کر رہی ہے اور میرپور سمیت تمام اضلاع میں صحت، تعلیم اور بنیادی ڈھانچے کی بہتری کے لیے کام جاری ہے۔ آزاد جموں و کشمیر کے مختلف علاقوں میں عوامی مسائل کے حل کے لیے متعلقہ حکام نے اجلاس منعقد کیا جس میں ترقیاتی منصوبوں کی تکمیل اور عوام کو سہولیات کی فراہمی پر زور دیا گیا۔ شرکاء نے کہا کہ حکومت عوامی فلاح کے لیے ہر ممکن اقدامات کر رہی ہے اور میرپور سمیت تمام اضلاع میں صحت، تعلیم اور بنیادی ڈھانچے کی بہتری کے لیے کام جاری ہے۔ [292,95,382,385]
notice-item [388,77,478,385]
notice-item [5,77,96,385]
notice-number: 86 [102,78,129,91]
notice-number-box [483,703,574,718]
notice-tag: اشتہار [416,1330,477,1343]
notice-number-box [388,703,478,718]
